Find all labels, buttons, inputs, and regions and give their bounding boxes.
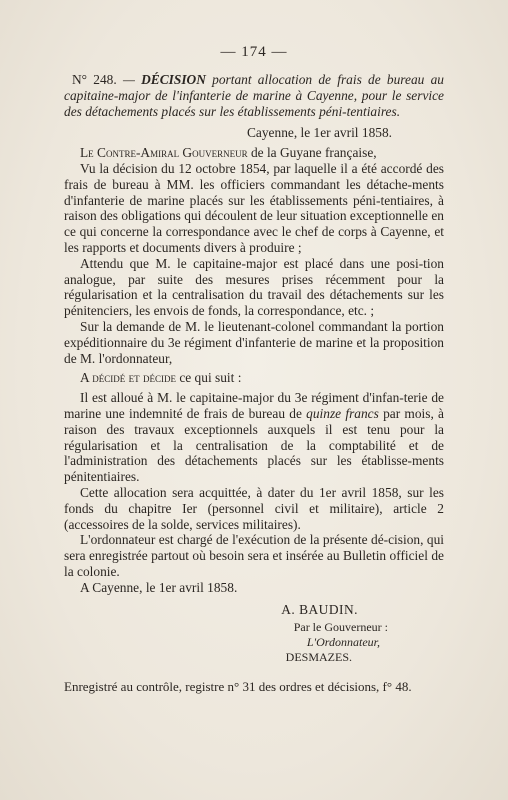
ordonnateur-role: L'Ordonnateur, [306, 635, 380, 650]
preamble [64, 145, 444, 161]
decision-title [64, 72, 444, 119]
article-execution: L'ordonnateur est chargé de l'exécution de la présente dé-cision, qui sera enregistrée partout où besoin sera et insérée au Bulletin officiel de la colonie. [64, 532, 444, 579]
consideration-attendu: Attendu que M. le capitaine-major est placé dans une posi-tion analogue, par suite des mesures prises récemment pour la régularisation et la centralisation du travail des détachements sur les pénitenciers, les envois de fonds, la correspondance, etc. ; [64, 255, 444, 319]
article-allocation [64, 390, 444, 485]
authority-rest: de la Guyane française, [247, 145, 377, 161]
consideration-vu: Vu la décision du 12 octobre 1854, par laquelle il a été accordé des frais de bureau à MM. les officiers commandant les détache-ments d'infanterie de marine placés sur les établissements péni-tentiaires, à raison des obligations qui découlent de leur situation exceptionnelle en ce qui concerne la correspondance avec le chef de corps à Cayenne, et les rapports et documents divers à produire ; [64, 160, 444, 255]
consideration-demande: Sur la demande de M. le lieutenant-colonel commandant la portion expéditionnaire du 3e régiment d'infanterie de marine et la proposition de M. l'ordonnateur, [64, 318, 444, 366]
governor-signature: A. BAUDIN. [281, 601, 358, 617]
decide-rest: ce qui suit : [175, 370, 242, 386]
article-payment: Cette allocation sera acquittée, à dater du 1er avril 1858, sur les fonds du chapitre Ier (personnel civil et militaire), article 2 (accessoires de la solde, services militaires). [64, 484, 444, 532]
by-governor: Par le Gouverneur : [293, 620, 388, 635]
article-allocation-before: Il est alloué à M. le capitaine-major du 3e régiment d'infan-terie de marine une indemnité de frais de bureau de [64, 390, 444, 421]
title-text: portant allocation de frais de bureau au capitaine-major de l'infanterie de marine à Cayenne, pour le service des détachements placés sur les établissements péni-tentiaires. [64, 72, 444, 119]
decision-label: DÉCISION [141, 72, 206, 87]
page-number-header: — 174 — [220, 44, 288, 60]
authority: Le Contre-Amiral Gouverneur [80, 145, 248, 161]
decision-number: N° 248. [72, 72, 117, 87]
decide-clause [64, 370, 444, 386]
document-body [64, 72, 444, 695]
closing-date: A Cayenne, le 1er avril 1858. [80, 579, 238, 595]
ordonnateur-name: DESMAZES. [285, 650, 352, 665]
allocation-amount: quinze francs [306, 405, 379, 421]
article-allocation-after: par mois, à raison des travaux exceptionnels auxquels il est tenu pour la régularisation et la centralisation de la comptabilité et de l'administration des détachements placés sur les établisse-ments pénitentiaires. [64, 405, 444, 485]
registration-note: Enregistré au contrôle, registre n° 31 des ordres et décisions, f° 48. [64, 679, 412, 695]
decide-label: A décidé et décide [80, 370, 176, 386]
title-dash: — [116, 72, 142, 87]
place-date: Cayenne, le 1er avril 1858. [246, 125, 392, 141]
